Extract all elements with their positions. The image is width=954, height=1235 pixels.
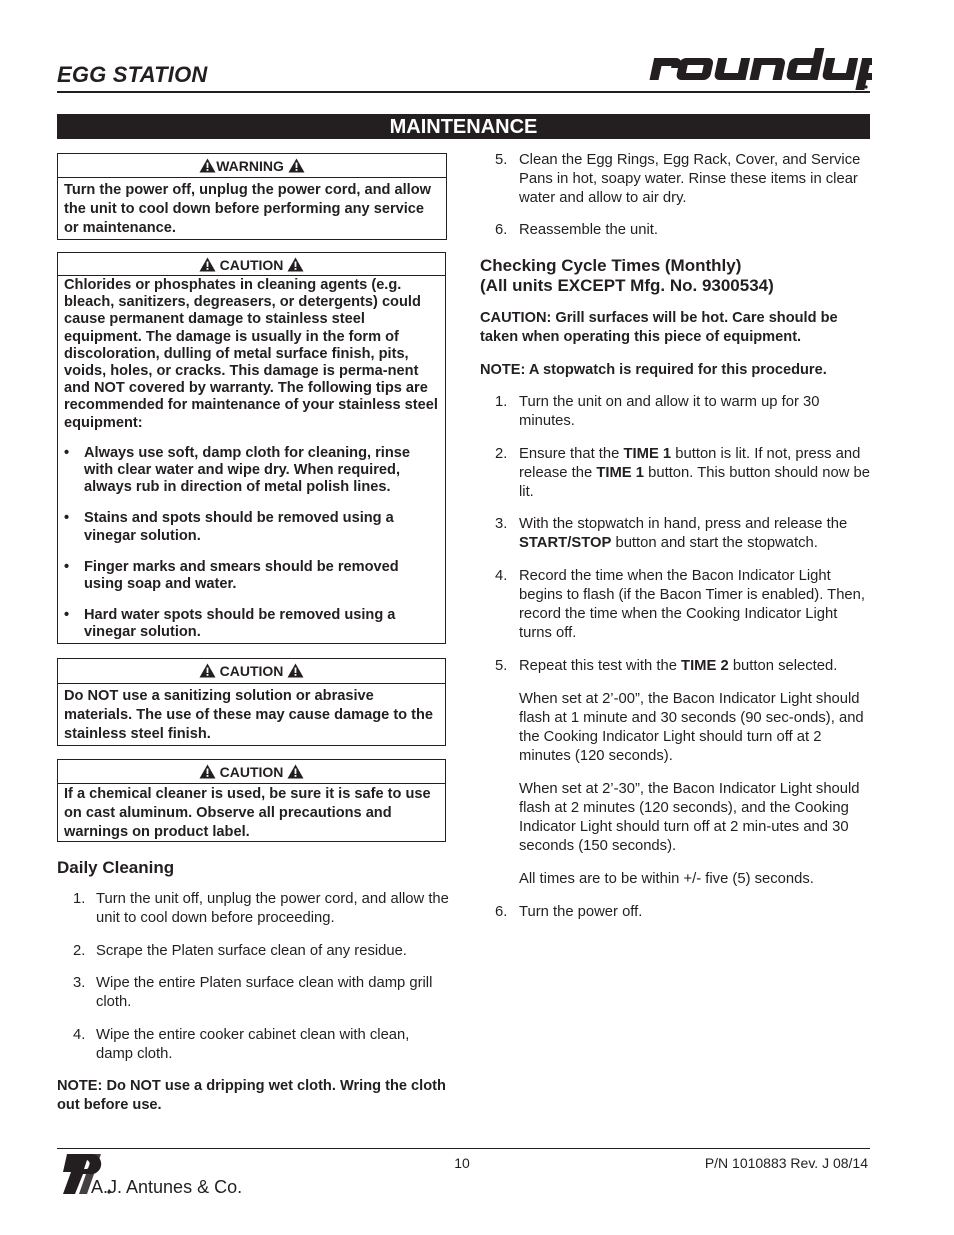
daily-cleaning-note: NOTE: Do NOT use a dripping wet cloth. Wring the cloth out before use. — [57, 1078, 446, 1113]
caution-paragraph: Chlorides or phosphates in cleaning agents (e.g. bleach, sanitizers, degreasers, or detergents) could cause permanent damage to stainless steel equipment. The damage is usually in the form of discoloration, dulling of metal surface finish, pits, voids, holes, or cracks. This damage is perma-nent and NOT covered by warranty. The following tips are recommended for maintenance of your stainless steel equipment: — [64, 277, 438, 431]
step-text: Scrape the Platen surface clean of any residue. — [96, 943, 407, 959]
caution-header — [58, 760, 445, 784]
step-item — [480, 151, 872, 208]
caution-text — [58, 276, 445, 642]
caution-icon — [287, 762, 304, 786]
step-number: 2. — [495, 446, 508, 462]
step-item — [480, 393, 872, 431]
caution-header — [58, 253, 445, 276]
step-item — [57, 1026, 449, 1064]
caution-label: CAUTION — [219, 663, 284, 679]
warning-icon — [199, 156, 216, 181]
caution-box-chemical — [57, 759, 446, 842]
step-text: When set at 2’-00”, the Bacon Indicator Light should flash at 1 minute and 30 seconds (90 sec-onds), and the Cooking Indicator Light should turn off at 2 minutes (120 seconds). — [519, 691, 864, 764]
caution-icon — [199, 661, 216, 685]
step-text: button. This button should now be lit. — [519, 465, 870, 500]
caution-icon — [199, 255, 216, 279]
page-number: 10 — [454, 1155, 470, 1171]
caution-text: Do NOT use a sanitizing solution or abrasive materials. The use of these may cause damage to the stainless steel finish. — [64, 688, 434, 742]
step-number: 3. — [73, 975, 86, 991]
step-item — [57, 942, 449, 961]
step-text: Repeat this test with the — [519, 658, 682, 674]
cycle-times-heading-line2: (All units EXCEPT Mfg. No. 9300534) — [480, 276, 774, 295]
bullet-text: Hard water spots should be removed using a vinegar solution. — [84, 607, 396, 641]
step-paragraph — [480, 690, 872, 766]
step-item — [480, 657, 872, 676]
caution-text: If a chemical cleaner is used, be sure it is safe to use on cast aluminum. Observe all precautions and warnings on product label. — [64, 786, 431, 840]
document-title: EGG STATION — [57, 62, 208, 87]
step-number: 3. — [495, 516, 508, 532]
step-number: 1. — [495, 394, 508, 410]
step-item — [480, 567, 872, 643]
step-text: Turn the power off. — [519, 904, 643, 920]
step-text: button and start the stopwatch. — [611, 535, 818, 551]
step-text: Turn the unit on and allow it to warm up for 30 minutes. — [519, 394, 820, 429]
footer-rule — [57, 1148, 870, 1149]
cycle-times-note: NOTE: A stopwatch is required for this procedure. — [480, 362, 827, 378]
step-item — [480, 903, 872, 922]
step-paragraph — [480, 870, 872, 889]
bullet-text: Finger marks and smears should be removed using soap and water. — [84, 558, 399, 593]
company-name: A.J. Antunes & Co. — [91, 1177, 243, 1197]
caution-box-sanitizing — [57, 658, 446, 746]
cycle-times-heading-line1: Checking Cycle Times (Monthly) — [480, 256, 742, 275]
warning-box — [57, 153, 447, 240]
step-item — [57, 974, 449, 1012]
step-item — [480, 445, 872, 502]
step-number: 2. — [73, 943, 86, 959]
step-number: 4. — [73, 1027, 86, 1043]
caution-label: CAUTION — [219, 257, 284, 273]
daily-cleaning-heading: Daily Cleaning — [57, 858, 175, 877]
step-text: Turn the unit off, unplug the power cord, and allow the unit to cool down before proceeding. — [96, 891, 449, 926]
step-item — [57, 890, 449, 928]
cleaning-steps-continued — [480, 151, 872, 240]
step-number: 5. — [495, 658, 508, 674]
caution-icon — [199, 762, 216, 786]
daily-cleaning-steps — [57, 890, 449, 1064]
warning-header — [58, 154, 446, 178]
caution-icon — [287, 661, 304, 685]
warning-icon — [288, 156, 305, 181]
step-text: button selected. — [728, 658, 838, 674]
step-text: All times are to be within +/- five (5) seconds. — [519, 871, 814, 887]
step-number: 6. — [495, 222, 508, 238]
header-rule — [57, 91, 870, 93]
step-number: 6. — [495, 904, 508, 920]
bullet-item: • Finger marks and smears should be removed using soap and water. — [64, 558, 399, 593]
part-number: P/N 1010883 Rev. J 08/14 — [704, 1155, 868, 1171]
caution-label: CAUTION — [219, 764, 284, 780]
time1-button-ref: TIME 1 — [596, 465, 645, 481]
warning-label: WARNING — [216, 158, 284, 174]
caution-box-chlorides — [57, 252, 446, 644]
bullet-item: • Hard water spots should be removed using a vinegar solution. — [64, 607, 396, 641]
bullet-text: Always use soft, damp cloth for cleaning, rinse with clear water and wipe dry. When required, always rub in direction of metal polish lines. — [84, 444, 411, 496]
roundup-logo — [640, 40, 872, 92]
step-paragraph — [480, 780, 872, 856]
time2-button-ref: TIME 2 — [681, 658, 729, 674]
step-text: Wipe the entire Platen surface clean with damp grill cloth. — [96, 975, 433, 1010]
cycle-times-steps — [480, 393, 872, 922]
bullet-item: • Always use soft, damp cloth for cleaning, rinse with clear water and wipe dry. When required, always rub in direction of metal polish lines. — [64, 444, 411, 496]
caution-icon — [287, 255, 304, 279]
step-item — [480, 515, 872, 553]
bullet-text: Stains and spots should be removed using a vinegar solution. — [84, 510, 394, 544]
bullet-item: • Stains and spots should be removed using a vinegar solution. — [64, 510, 394, 544]
step-number: 5. — [495, 152, 508, 168]
cycle-times-caution: CAUTION: Grill surfaces will be hot. Care should be taken when operating this piece of equipment. — [480, 310, 838, 345]
start-stop-button-ref: START/STOP — [519, 535, 612, 551]
step-text: With the stopwatch in hand, press and release the — [519, 516, 848, 532]
step-number: 4. — [495, 568, 508, 584]
caution-header — [58, 659, 445, 684]
step-text: button is lit. If not, press and release the — [519, 446, 861, 481]
step-text: Wipe the entire cooker cabinet clean with clean, damp cloth. — [96, 1027, 410, 1062]
step-item — [480, 221, 872, 240]
cycle-times-heading — [480, 256, 774, 296]
step-text: Record the time when the Bacon Indicator Light begins to flash (if the Bacon Timer is enabled). Then, record the time when the Cooking Indicator Light turns off. — [519, 568, 865, 641]
step-text: Reassemble the unit. — [519, 222, 659, 238]
step-text: Ensure that the — [519, 446, 624, 462]
warning-text: Turn the power off, unplug the power cord, and allow the unit to cool down before performing any service or maintenance. — [64, 182, 431, 236]
step-number: 1. — [73, 891, 86, 907]
section-title: MAINTENANCE — [57, 114, 870, 139]
step-text: Clean the Egg Rings, Egg Rack, Cover, and Service Pans in hot, soapy water. Rinse these items in clear water and allow to air dry. — [519, 152, 861, 206]
time1-button-ref: TIME 1 — [623, 446, 672, 462]
step-text: When set at 2’-30”, the Bacon Indicator Light should flash at 2 minutes (120 seconds), and the Cooking Indicator Light should turn off at 2 min-utes and 30 seconds (150 seconds). — [519, 781, 860, 854]
